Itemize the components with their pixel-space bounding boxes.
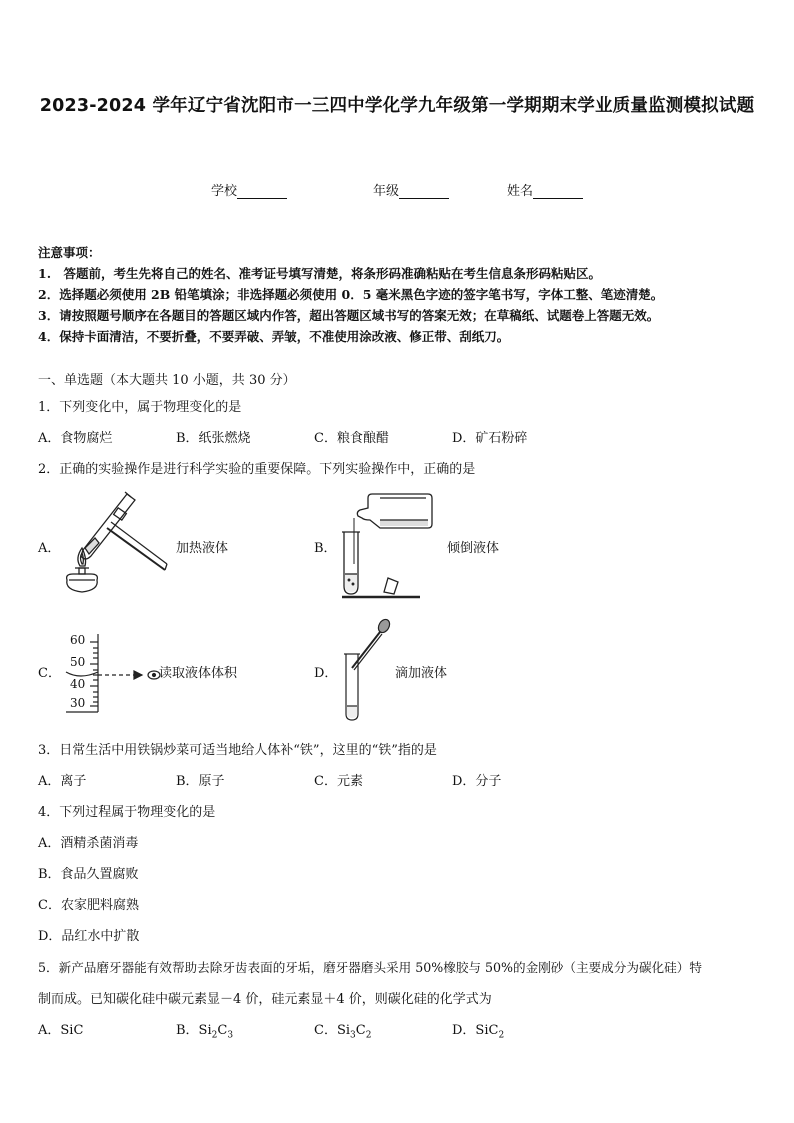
notes-heading: 注意事项： <box>38 245 101 260</box>
cylinder-tick-label: 40 <box>70 677 86 691</box>
option-b: B．原子 <box>176 774 225 789</box>
option-d: D．矿石粉碎 <box>452 431 528 446</box>
option-d-label: 滴加液体 <box>395 666 448 681</box>
school-field <box>211 180 287 199</box>
name-blank <box>533 184 583 199</box>
option-d: D． <box>314 666 338 681</box>
cylinder-tick-label: 60 <box>70 633 86 647</box>
option-c-label: 读取液体体积 <box>159 666 238 681</box>
note-item: 3．请按照题号顺序在各题目的答题区域内作答，超出答题区域书写的答案无效；在草稿纸、试题卷上答题无效。 <box>38 308 660 323</box>
option-b: B．食品久置腐败 <box>38 867 139 882</box>
school-blank <box>237 184 287 199</box>
option-c: C．$Si_3C_2$ <box>314 1023 372 1041</box>
grade-field <box>373 180 449 199</box>
grade-blank <box>399 184 449 199</box>
option-a: A．SiC <box>38 1023 84 1038</box>
option-a-label: 加热液体 <box>176 541 229 556</box>
section-heading: 一、单选题（本大题共 10 小题，共 30 分） <box>38 373 296 388</box>
name-label: 姓名 <box>507 184 534 199</box>
option-b: B． <box>314 541 337 556</box>
option-c: C．元素 <box>314 774 363 789</box>
cylinder-tick-label: 50 <box>70 655 86 669</box>
graduated-cylinder-figure <box>60 630 160 715</box>
cylinder-tick-label: 30 <box>70 696 86 710</box>
option-a: A．食物腐烂 <box>38 431 113 446</box>
name-field <box>507 180 583 199</box>
question-stem: 5．新产品磨牙器能有效帮助去除牙齿表面的牙垢，磨牙器磨头采用 50%橡胶与 50%的金刚砂（主要成分为碳化硅）特 <box>38 960 702 975</box>
note-item: 2．选择题必须使用 2B 铅笔填涂；非选择题必须使用 0．5 毫米黑色字迹的签字笔书写，字体工整、笔迹清楚。 <box>38 287 664 302</box>
question-stem-continued: 制而成。已知碳化硅中碳元素显－4 价，硅元素显＋4 价，则碳化硅的化学式为 <box>38 992 492 1007</box>
option-c: C．粮食酿醋 <box>314 431 389 446</box>
question-stem: 2．正确的实验操作是进行科学实验的重要保障。下列实验操作中，正确的是 <box>38 462 476 477</box>
question-stem: 3．日常生活中用铁锅炒菜可适当地给人体补“铁”，这里的“铁”指的是 <box>38 743 437 758</box>
question-stem: 4．下列过程属于物理变化的是 <box>38 805 216 820</box>
option-d: D．SiC$_2$ <box>452 1023 505 1041</box>
option-d: D．品红水中扩散 <box>38 929 140 944</box>
option-b: B．纸张燃烧 <box>176 431 251 446</box>
option-a: A．酒精杀菌消毒 <box>38 836 139 851</box>
heating-liquid-figure <box>55 488 170 603</box>
dropping-liquid-figure <box>338 618 398 723</box>
school-label: 学校 <box>211 184 238 199</box>
question-stem: 1．下列变化中，属于物理变化的是 <box>38 400 242 415</box>
option-b: B．$Si_2C_3$ <box>176 1023 234 1041</box>
option-a: A．离子 <box>38 774 87 789</box>
option-a: A． <box>38 541 61 556</box>
option-d: D．分子 <box>452 774 502 789</box>
option-c: C． <box>38 666 61 681</box>
option-b-label: 倾倒液体 <box>447 541 500 556</box>
option-c: C．农家肥料腐熟 <box>38 898 139 913</box>
pouring-liquid-figure <box>340 490 440 600</box>
grade-label: 年级 <box>373 184 400 199</box>
note-item: 4．保持卡面清洁，不要折叠，不要弄破、弄皱，不准使用涂改液、修正带、刮纸刀。 <box>38 329 510 344</box>
note-item: 1. 答题前，考生先将自己的姓名、准考证号填写清楚，将条形码准确粘贴在考生信息条形码粘贴区。 <box>38 266 602 281</box>
page-title: 2023-2024 学年辽宁省沈阳市一三四中学化学九年级第一学期期末学业质量监测模拟试题 <box>39 96 755 116</box>
